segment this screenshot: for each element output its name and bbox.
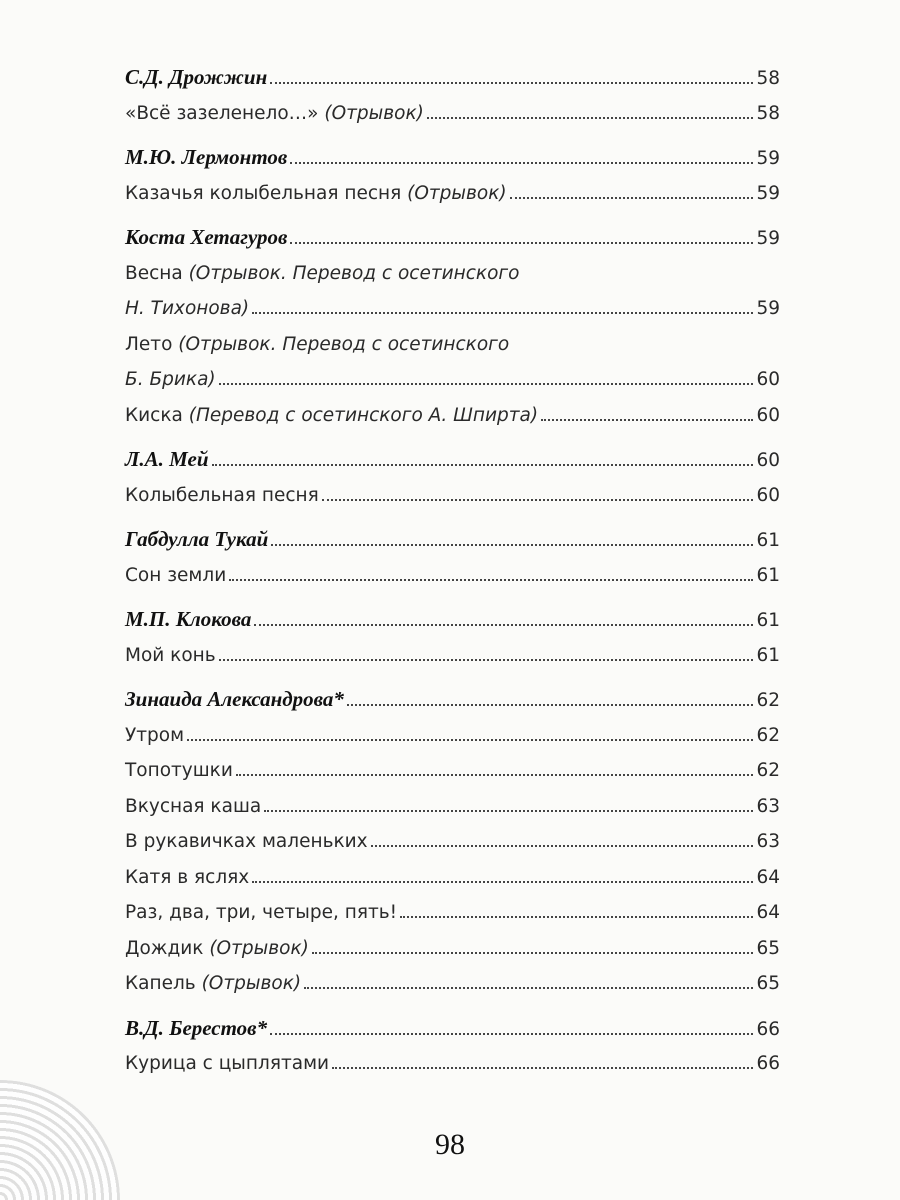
entry-page-number: 59 xyxy=(756,228,780,249)
entry-text: В.Д. Берестов* xyxy=(125,1015,268,1040)
entry-text: Курица с цыплятами xyxy=(125,1053,330,1074)
entry-title xyxy=(125,682,344,718)
entry-title xyxy=(125,895,397,931)
dot-leader xyxy=(290,242,753,244)
entry-page-number: 61 xyxy=(756,530,780,551)
dot-leader xyxy=(400,916,753,918)
toc-author-row xyxy=(125,522,780,558)
entry-page-number: 59 xyxy=(756,148,780,169)
entry-page-number: 62 xyxy=(756,690,780,711)
entry-page-number: 59 xyxy=(756,182,780,204)
entry-text: Утром xyxy=(125,724,185,746)
toc-entry-row xyxy=(125,256,780,292)
toc-entry-row xyxy=(125,1046,780,1082)
dot-leader xyxy=(219,383,754,385)
dot-leader xyxy=(264,810,753,812)
toc-entry-row xyxy=(125,478,780,514)
entry-title xyxy=(125,291,249,327)
entry-italic-note: (Отрывок) xyxy=(324,102,424,124)
entry-text: Лето xyxy=(125,333,179,355)
entry-page-number: 62 xyxy=(756,724,780,746)
entry-text: «Всё зазеленело…» xyxy=(125,102,325,124)
entry-italic-note: Н. Тихонова) xyxy=(125,298,250,319)
dot-leader xyxy=(270,1033,753,1035)
toc-entry-row xyxy=(125,895,780,931)
entry-text: Казачья колыбельная песня xyxy=(125,182,408,204)
dot-leader xyxy=(219,659,754,661)
entry-page-number: 65 xyxy=(756,937,780,959)
dot-leader xyxy=(229,579,753,581)
dot-leader xyxy=(427,117,754,119)
toc-author-row xyxy=(125,220,780,256)
entry-title xyxy=(125,442,209,478)
entry-title xyxy=(125,718,184,754)
entry-text: Весна xyxy=(125,262,189,284)
entry-text: Вкусная каша xyxy=(125,795,262,817)
toc-author-row xyxy=(125,140,780,176)
entry-page-number: 62 xyxy=(756,760,780,781)
dot-leader xyxy=(304,987,753,989)
toc-author-row xyxy=(125,682,780,718)
dot-leader xyxy=(212,464,754,466)
entry-text: Раз, два, три, четыре, пять! xyxy=(125,902,398,923)
entry-title xyxy=(125,789,261,825)
entry-text: Катя в яслях xyxy=(125,866,250,888)
entry-page-number: 66 xyxy=(756,1053,780,1074)
toc-entry-row xyxy=(125,291,780,327)
entry-italic-note: (Отрывок. Перевод с осетинского xyxy=(178,333,510,355)
toc-author-row xyxy=(125,442,780,478)
page-number: 98 xyxy=(435,1128,465,1161)
entry-title xyxy=(125,362,216,398)
table-of-contents xyxy=(125,60,780,1082)
entry-title xyxy=(125,256,519,292)
toc-entry-row xyxy=(125,96,780,132)
dot-leader xyxy=(252,881,753,883)
entry-title xyxy=(125,558,226,594)
entry-title xyxy=(125,824,368,860)
dot-leader xyxy=(347,704,754,706)
entry-text: В рукавичках маленьких xyxy=(125,831,368,852)
toc-entry-row xyxy=(125,718,780,754)
entry-title xyxy=(125,1046,329,1082)
entry-italic-note: (Отрывок. Перевод с осетинского xyxy=(188,262,520,284)
dot-leader xyxy=(254,624,753,626)
toc-entry-row xyxy=(125,398,780,434)
entry-text: Колыбельная песня xyxy=(125,484,319,506)
entry-text: Топотушки xyxy=(125,760,233,781)
entry-page-number: 60 xyxy=(756,450,780,471)
entry-page-number: 58 xyxy=(756,68,780,89)
entry-title xyxy=(125,860,249,896)
entry-text: Дождик xyxy=(125,937,210,959)
entry-page-number: 66 xyxy=(756,1018,780,1040)
entry-title xyxy=(125,96,424,132)
entry-title xyxy=(125,398,538,434)
toc-entry-row xyxy=(125,558,780,594)
entry-italic-note: (Отрывок) xyxy=(201,973,302,994)
entry-text: Мой конь xyxy=(125,644,216,666)
entry-title xyxy=(125,966,301,1002)
dot-leader xyxy=(236,774,754,776)
dot-leader xyxy=(187,739,753,741)
entry-page-number: 65 xyxy=(756,973,780,994)
entry-italic-note: (Отрывок) xyxy=(407,182,507,204)
toc-entry-row xyxy=(125,966,780,1002)
toc-entry-row xyxy=(125,753,780,789)
entry-text: Капель xyxy=(125,973,202,994)
toc-entry-row xyxy=(125,789,780,825)
entry-text: С.Д. Дрожжин xyxy=(125,65,268,89)
toc-entry-row xyxy=(125,860,780,896)
dot-leader xyxy=(332,1067,753,1069)
entry-italic-note: (Перевод с осетинского А. Шпирта) xyxy=(188,404,539,426)
entry-page-number: 61 xyxy=(756,564,780,586)
entry-page-number: 60 xyxy=(756,369,780,390)
entry-page-number: 58 xyxy=(756,102,780,124)
entry-text: Коста Хетагуров xyxy=(125,225,288,249)
entry-title xyxy=(125,638,216,674)
entry-title xyxy=(125,522,268,558)
entry-page-number: 64 xyxy=(756,902,780,923)
entry-title xyxy=(125,1011,267,1047)
toc-author-row xyxy=(125,1011,780,1047)
entry-text: Л.А. Мей xyxy=(125,447,209,471)
entry-text: Киска xyxy=(125,404,189,426)
toc-entry-row xyxy=(125,176,780,212)
entry-title xyxy=(125,327,509,363)
toc-entry-row xyxy=(125,362,780,398)
dot-leader xyxy=(322,499,754,501)
entry-page-number: 63 xyxy=(756,831,780,852)
dot-leader xyxy=(541,419,753,421)
entry-title xyxy=(125,60,267,96)
entry-page-number: 61 xyxy=(756,644,780,666)
entry-page-number: 60 xyxy=(756,484,780,506)
entry-text: Сон земли xyxy=(125,564,227,586)
entry-title xyxy=(125,478,319,514)
dot-leader xyxy=(290,162,753,164)
entry-text: Зинаида Александрова* xyxy=(125,687,344,711)
entry-title xyxy=(125,602,251,638)
entry-page-number: 59 xyxy=(756,298,780,319)
entry-italic-note: (Отрывок) xyxy=(209,937,309,959)
toc-entry-row xyxy=(125,824,780,860)
entry-page-number: 61 xyxy=(756,610,780,631)
dot-leader xyxy=(252,312,753,314)
entry-title xyxy=(125,220,287,256)
dot-leader xyxy=(312,952,754,954)
entry-italic-note: Б. Брика) xyxy=(125,369,216,390)
entry-title xyxy=(125,140,287,176)
entry-page-number: 63 xyxy=(756,795,780,817)
entry-title xyxy=(125,753,233,789)
dot-leader xyxy=(371,845,754,847)
dot-leader xyxy=(271,544,753,546)
dot-leader xyxy=(510,197,754,199)
entry-text: М.Ю. Лермонтов xyxy=(125,145,288,169)
entry-text: Габдулла Тукай xyxy=(125,527,269,551)
dot-leader xyxy=(270,82,753,84)
entry-title xyxy=(125,931,309,967)
toc-entry-row xyxy=(125,638,780,674)
toc-entry-row xyxy=(125,931,780,967)
entry-title xyxy=(125,176,507,212)
entry-page-number: 64 xyxy=(756,866,780,888)
toc-author-row xyxy=(125,60,780,96)
entry-text: М.П. Клокова xyxy=(125,607,252,631)
toc-author-row xyxy=(125,602,780,638)
toc-entry-row xyxy=(125,327,780,363)
entry-page-number: 60 xyxy=(756,404,780,426)
